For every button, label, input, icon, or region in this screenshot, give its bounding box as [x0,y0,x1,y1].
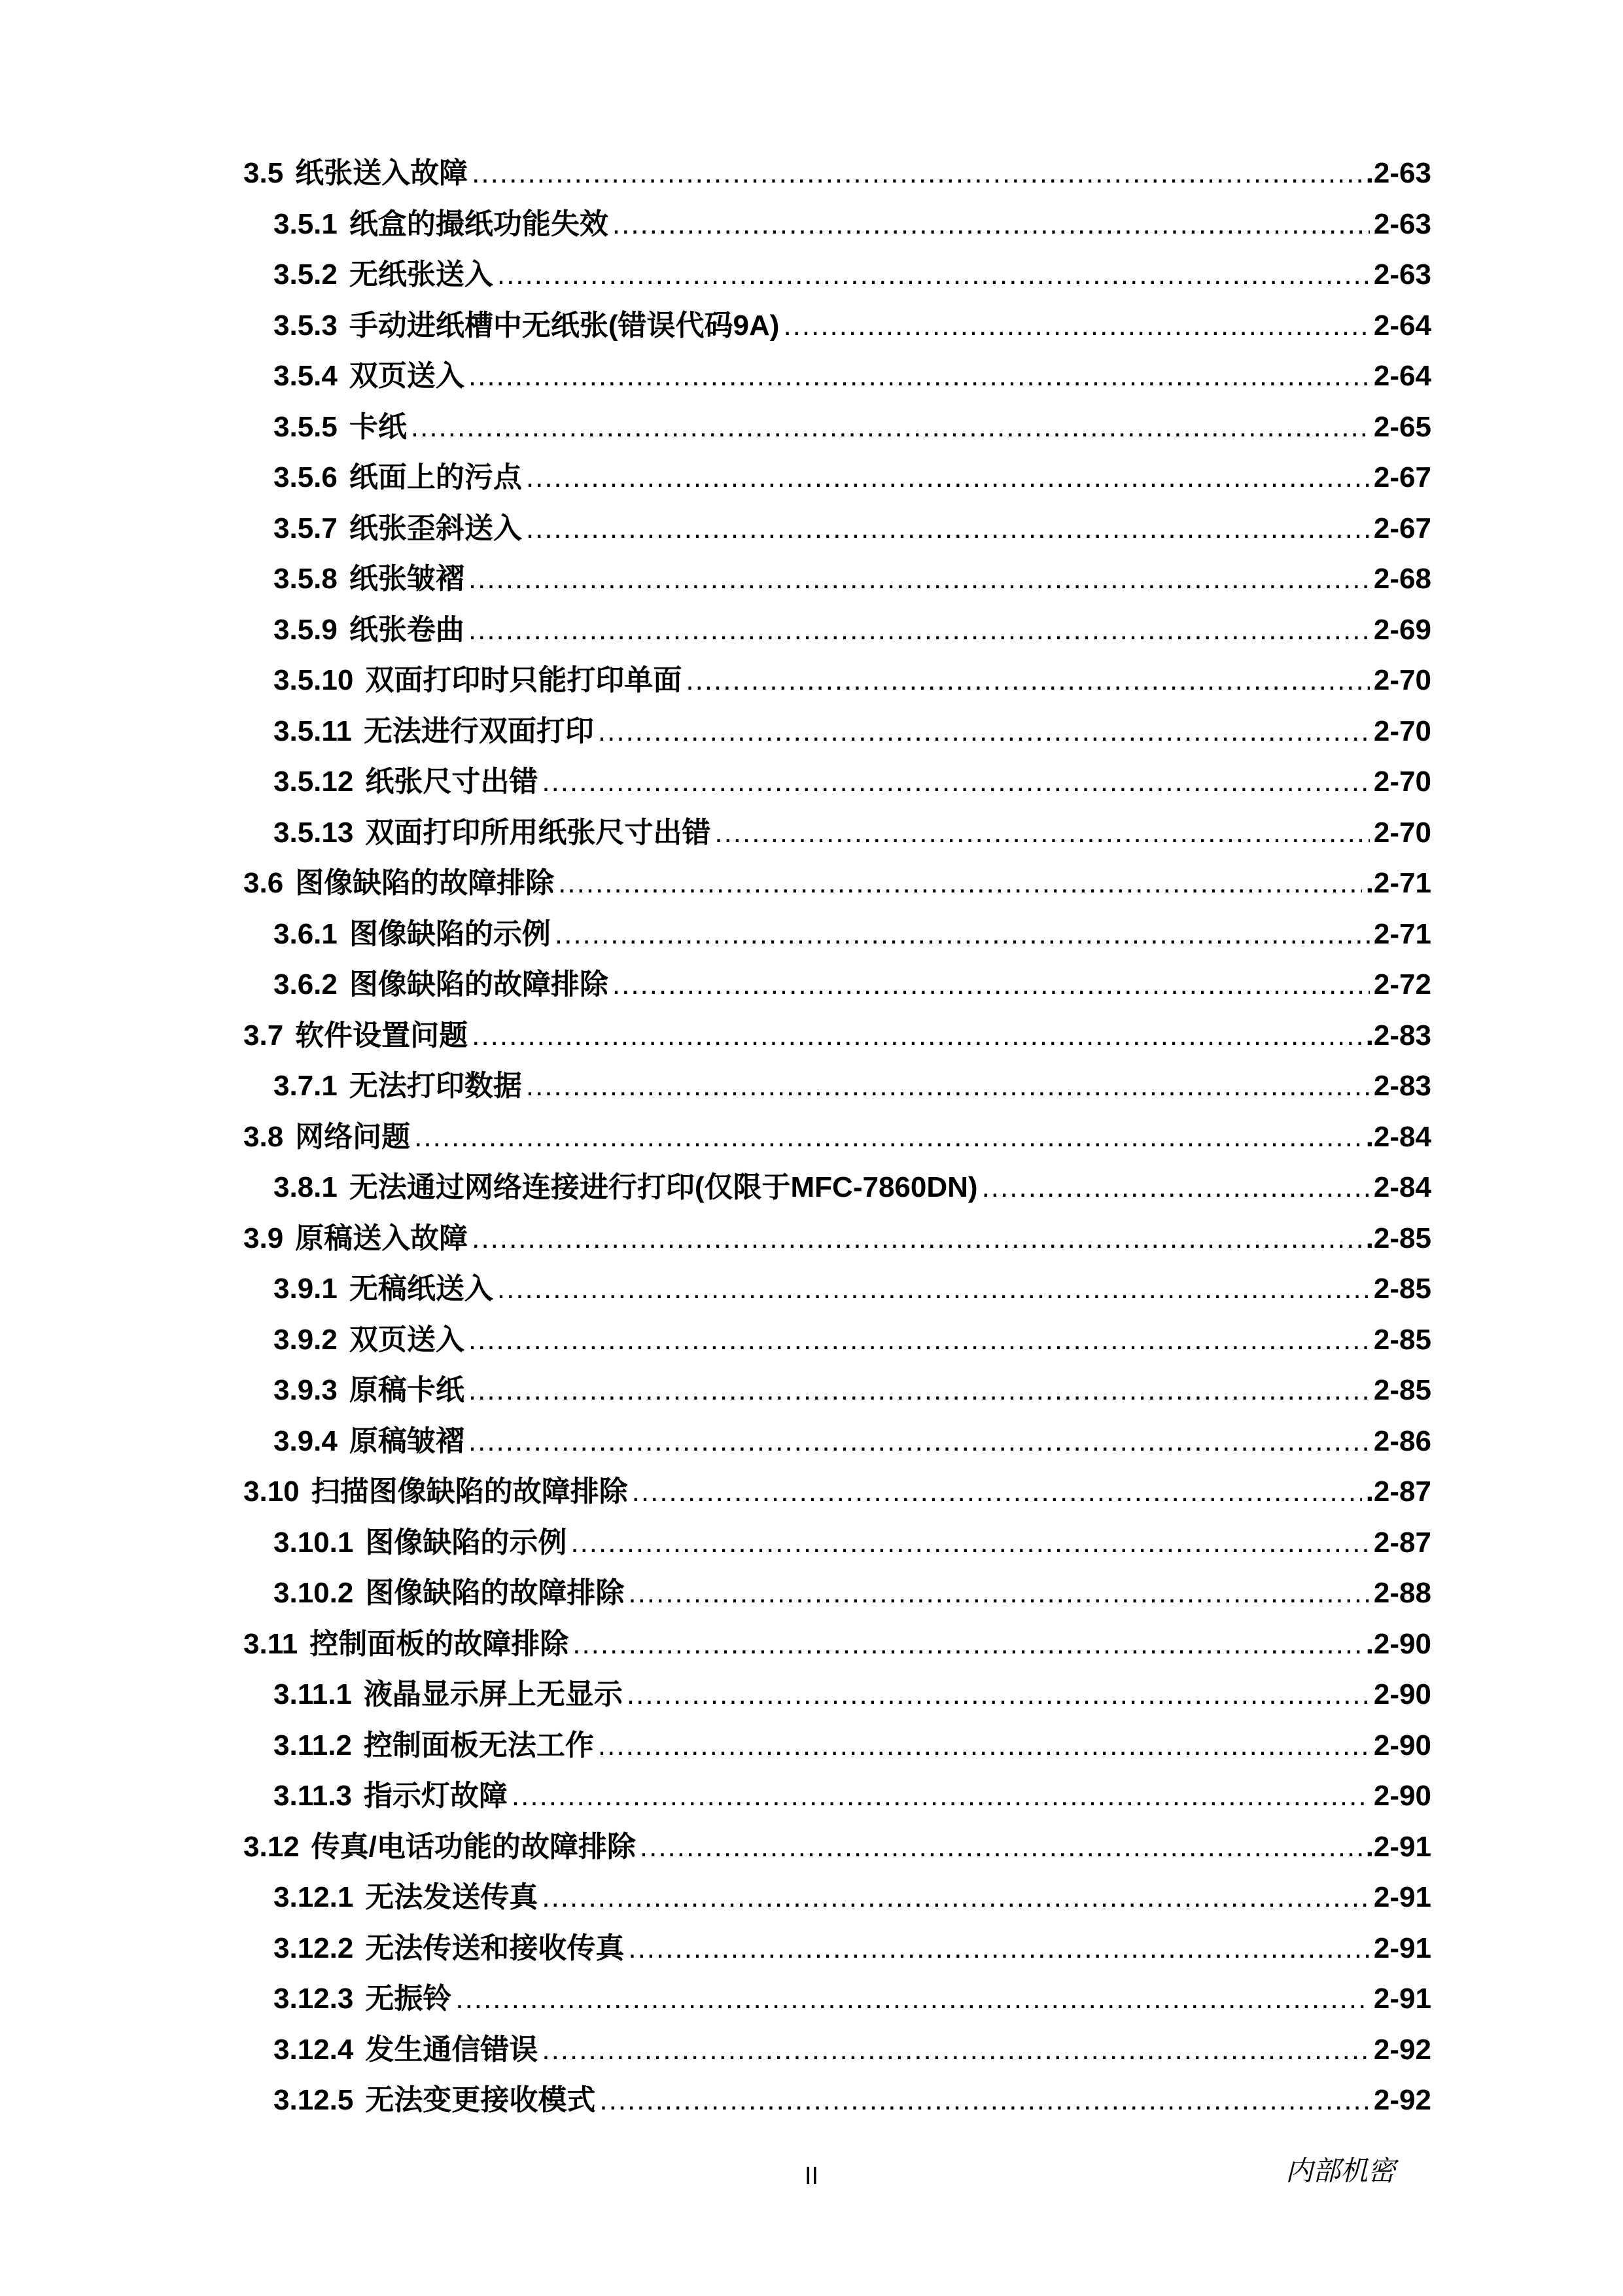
toc-entry-page: .2-63 [1365,157,1431,189]
toc-entry-page: 2-67 [1373,512,1431,544]
toc-entry-page: 2-70 [1373,715,1431,747]
toc-entry-title: 网络问题 [295,1120,411,1153]
toc-entry-title: 双页送入 [349,360,464,392]
toc-entry-number: 3.9.1 [273,1273,338,1305]
toc-entry-page: 2-64 [1373,309,1431,342]
toc-subsection[interactable] [243,1772,1431,1823]
table-of-contents [243,149,1431,2127]
toc-section[interactable] [243,859,1431,910]
toc-entry-page: 2-69 [1373,613,1431,646]
toc-entry-number: 3.12.1 [273,1881,354,1913]
toc-entry-number: 3.7.1 [273,1070,338,1102]
toc-entry-title: 手动进纸槽中无纸张(错误代码9A) [349,309,780,342]
toc-dot-leader [497,258,1370,291]
toc-entry-number: 3.5 [243,157,284,189]
toc-entry-title: 纸盒的撮纸功能失效 [349,207,608,240]
toc-entry-number: 3.11.3 [273,1780,352,1812]
toc-subsection[interactable] [243,352,1431,403]
toc-entry-page: 2-84 [1373,1171,1431,1203]
toc-dot-leader [640,1831,1362,1863]
toc-subsection[interactable] [243,1163,1431,1214]
toc-entry-number: 3.6.1 [273,917,338,950]
toc-dot-leader [555,918,1370,951]
page-number: II [804,2163,819,2190]
toc-entry-page: .2-71 [1365,867,1431,899]
toc-subsection[interactable] [243,1975,1431,2026]
toc-dot-leader [599,2084,1370,2117]
toc-entry-number: 3.12.5 [273,2084,354,2116]
toc-entry-number: 3.6 [243,867,284,899]
toc-entry-title: 图像缺陷的故障排除 [365,1577,625,1609]
toc-entry-title: 纸张尺寸出错 [365,766,538,798]
toc-dot-leader [468,1324,1370,1356]
toc-subsection[interactable] [243,758,1431,809]
toc-section[interactable] [243,1113,1431,1164]
toc-entry-title: 双面打印时只能打印单面 [365,664,682,696]
toc-dot-leader [472,1019,1362,1052]
toc-dot-leader [612,208,1370,241]
toc-entry-title: 纸面上的污点 [349,461,522,493]
toc-entry-page: 2-65 [1373,410,1431,443]
toc-entry-page: 2-70 [1373,664,1431,696]
toc-dot-leader [570,1527,1370,1559]
toc-dot-leader [572,1628,1361,1661]
toc-entry-title: 双页送入 [349,1323,464,1356]
toc-dot-leader [542,1881,1370,1914]
toc-entry-title: 卡纸 [349,410,407,443]
toc-entry-page: 2-88 [1373,1577,1431,1609]
toc-dot-leader [686,664,1370,697]
toc-entry-page: .2-84 [1365,1120,1431,1153]
toc-entry-page: 2-63 [1373,258,1431,291]
toc-entry-number: 3.11.2 [273,1729,352,1761]
toc-entry-number: 3.8 [243,1120,284,1153]
toc-entry-page: 2-67 [1373,461,1431,493]
toc-subsection[interactable] [243,809,1431,860]
toc-entry-number: 3.5.6 [273,461,338,493]
toc-entry-page: 2-70 [1373,816,1431,849]
toc-entry-title: 图像缺陷的示例 [365,1526,567,1559]
toc-entry-number: 3.7 [243,1019,284,1051]
toc-dot-leader [468,563,1370,595]
toc-subsection[interactable] [243,1569,1431,1620]
toc-dot-leader [497,1273,1370,1305]
toc-entry-number: 3.10 [243,1475,300,1508]
toc-dot-leader [472,157,1362,190]
toc-entry-page: 2-90 [1373,1729,1431,1761]
toc-entry-title: 无纸张送入 [349,258,493,291]
toc-entry-number: 3.5.4 [273,360,338,392]
toc-subsection[interactable] [243,403,1431,454]
toc-entry-page: 2-72 [1373,968,1431,1000]
toc-entry-number: 3.5.5 [273,410,338,443]
toc-entry-page: 2-92 [1373,2084,1431,2116]
toc-subsection[interactable] [243,1316,1431,1367]
toc-entry-title: 控制面板的故障排除 [309,1627,569,1660]
toc-entry-title: 纸张送入故障 [295,157,468,189]
toc-dot-leader [598,1729,1370,1762]
toc-dot-leader [411,411,1370,444]
toc-entry-title: 无法传送和接收传真 [365,1932,625,1964]
toc-dot-leader [632,1475,1362,1508]
toc-entry-number: 3.11.1 [273,1678,352,1710]
toc-subsection[interactable] [243,961,1431,1012]
toc-entry-page: 2-70 [1373,766,1431,798]
toc-entry-title: 液晶显示屏上无显示 [363,1678,623,1710]
toc-entry-page: 2-91 [1373,1881,1431,1913]
toc-section[interactable] [243,1214,1431,1265]
toc-entry-number: 3.12.2 [273,1932,354,1964]
toc-dot-leader [468,614,1370,646]
toc-dot-leader [982,1171,1370,1204]
toc-section[interactable] [243,1012,1431,1063]
toc-entry-title: 无法进行双面打印 [363,715,594,747]
toc-entry-number: 3.5.12 [273,766,354,798]
toc-entry-page: 2-90 [1373,1678,1431,1710]
toc-subsection[interactable] [243,453,1431,504]
toc-entry-number: 3.12.4 [273,2033,354,2066]
toc-entry-number: 3.9.2 [273,1323,338,1356]
toc-subsection[interactable] [243,200,1431,251]
toc-dot-leader [414,1121,1362,1154]
toc-subsection[interactable] [243,1062,1431,1113]
toc-entry-page: 2-85 [1373,1374,1431,1406]
toc-entry-number: 3.5.10 [273,664,354,696]
toc-entry-page: 2-91 [1373,1983,1431,2015]
toc-entry-page: .2-83 [1365,1019,1431,1051]
toc-subsection[interactable] [243,251,1431,302]
toc-entry-title: 扫描图像缺陷的故障排除 [311,1475,628,1508]
toc-section[interactable] [243,1620,1431,1671]
toc-subsection[interactable] [243,1417,1431,1468]
toc-subsection[interactable] [243,910,1431,961]
toc-entry-number: 3.5.3 [273,309,338,342]
toc-entry-page: .2-85 [1365,1222,1431,1254]
toc-section[interactable] [243,1468,1431,1519]
toc-entry-number: 3.5.8 [273,563,338,595]
toc-dot-leader [526,461,1370,494]
confidential-mark: 内部机密 [1285,2157,1396,2187]
toc-entry-page: .2-91 [1365,1830,1431,1863]
toc-entry-page: 2-71 [1373,917,1431,950]
toc-entry-title: 软件设置问题 [295,1019,468,1051]
toc-entry-page: 2-87 [1373,1526,1431,1559]
toc-entry-page: 2-83 [1373,1070,1431,1102]
toc-entry-page: 2-68 [1373,563,1431,595]
toc-entry-title: 无法打印数据 [349,1070,522,1102]
toc-section[interactable] [243,1823,1431,1874]
toc-dot-leader [612,968,1370,1001]
toc-entry-number: 3.12 [243,1830,300,1863]
toc-dot-leader [598,715,1370,748]
toc-entry-page: 2-63 [1373,207,1431,240]
toc-entry-page: 2-92 [1373,2033,1431,2066]
toc-dot-leader [455,1983,1370,2015]
toc-entry-number: 3.5.7 [273,512,338,544]
toc-dot-leader [512,1780,1370,1812]
toc-entry-title: 双面打印所用纸张尺寸出错 [365,816,711,849]
toc-entry-number: 3.9.4 [273,1424,338,1457]
toc-entry-number: 3.10.1 [273,1526,354,1559]
toc-subsection[interactable] [243,302,1431,353]
toc-entry-page: 2-85 [1373,1323,1431,1356]
toc-entry-title: 传真/电话功能的故障排除 [311,1830,636,1863]
toc-entry-page: 2-91 [1373,1932,1431,1964]
toc-entry-title: 控制面板无法工作 [363,1729,594,1761]
toc-entry-title: 图像缺陷的示例 [349,917,551,950]
toc-entry-page: 2-90 [1373,1780,1431,1812]
toc-subsection[interactable] [243,606,1431,657]
toc-subsection[interactable] [243,1924,1431,1975]
toc-entry-number: 3.5.9 [273,613,338,646]
toc-entry-title: 纸张皱褶 [349,563,464,595]
toc-entry-title: 原稿卡纸 [349,1374,464,1406]
toc-entry-number: 3.6.2 [273,968,338,1000]
toc-entry-title: 无法通过网络连接进行打印(仅限于MFC-7860DN) [349,1171,978,1203]
toc-dot-leader [628,1932,1370,1965]
toc-dot-leader [627,1678,1370,1711]
toc-subsection[interactable] [243,2076,1431,2127]
toc-section[interactable] [243,149,1431,200]
toc-entry-number: 3.9 [243,1222,284,1254]
toc-subsection[interactable] [243,1670,1431,1722]
toc-dot-leader [542,766,1370,798]
toc-entry-title: 原稿皱褶 [349,1424,464,1457]
toc-entry-title: 原稿送入故障 [295,1222,468,1254]
toc-subsection[interactable] [243,1265,1431,1316]
toc-entry-page: .2-87 [1365,1475,1431,1508]
toc-dot-leader [542,2034,1370,2066]
toc-entry-title: 无法发送传真 [365,1881,538,1913]
toc-subsection[interactable] [243,707,1431,758]
toc-entry-title: 发生通信错误 [365,2033,538,2066]
toc-dot-leader [526,512,1370,545]
toc-subsection[interactable] [243,1873,1431,1924]
toc-entry-title: 图像缺陷的故障排除 [349,968,608,1000]
toc-dot-leader [714,817,1370,849]
toc-entry-title: 指示灯故障 [363,1780,508,1812]
toc-entry-page: 2-64 [1373,360,1431,392]
toc-entry-number: 3.5.13 [273,816,354,849]
toc-entry-title: 无法变更接收模式 [365,2084,596,2116]
toc-entry-title: 无稿纸送入 [349,1273,493,1305]
toc-entry-title: 纸张歪斜送入 [349,512,522,544]
toc-subsection[interactable] [243,2026,1431,2077]
toc-entry-number: 3.9.3 [273,1374,338,1406]
toc-entry-title: 纸张卷曲 [349,613,464,646]
toc-subsection[interactable] [243,1722,1431,1773]
toc-entry-title: 图像缺陷的故障排除 [295,867,555,899]
toc-dot-leader [558,867,1362,900]
toc-entry-number: 3.8.1 [273,1171,338,1203]
toc-dot-leader [628,1577,1370,1610]
toc-entry-number: 3.5.2 [273,258,338,291]
toc-dot-leader [468,360,1370,393]
toc-entry-title: 无振铃 [365,1983,452,2015]
toc-entry-page: 2-85 [1373,1273,1431,1305]
toc-subsection[interactable] [243,1519,1431,1570]
toc-entry-page: .2-90 [1365,1627,1431,1660]
toc-dot-leader [526,1070,1370,1103]
toc-subsection[interactable] [243,555,1431,606]
toc-entry-number: 3.12.3 [273,1983,354,2015]
toc-entry-page: 2-86 [1373,1424,1431,1457]
toc-subsection[interactable] [243,504,1431,556]
toc-dot-leader [468,1374,1370,1407]
toc-dot-leader [472,1222,1362,1255]
toc-subsection[interactable] [243,656,1431,707]
toc-dot-leader [468,1425,1370,1458]
toc-entry-number: 3.10.2 [273,1577,354,1609]
toc-entry-number: 3.11 [243,1627,298,1660]
toc-entry-number: 3.5.1 [273,207,338,240]
toc-subsection[interactable] [243,1366,1431,1417]
toc-dot-leader [783,309,1369,342]
toc-entry-number: 3.5.11 [273,715,352,747]
